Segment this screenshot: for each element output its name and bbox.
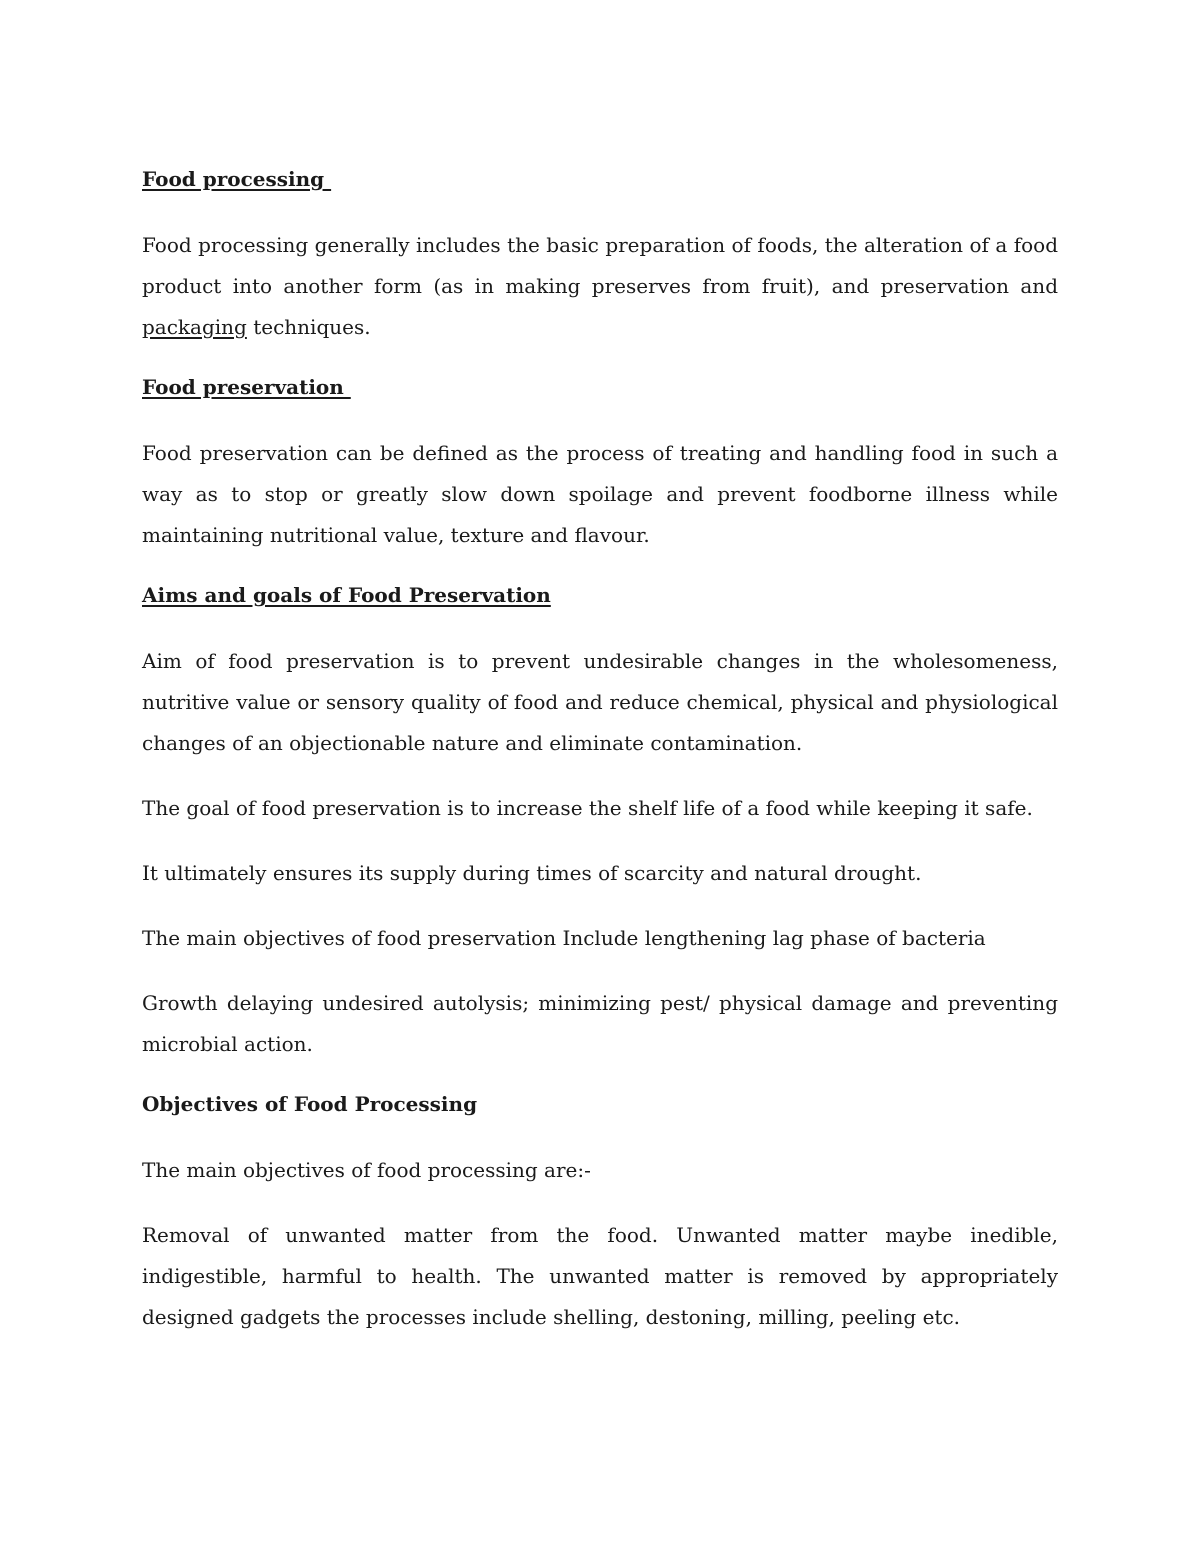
paragraph-food-preservation: Food preservation can be defined as the process of treating and handling food in such a way as to stop or greatly slow down spoilage and prevent foodborne illness while maintaining nutritional value, texture and flavour. bbox=[142, 441, 1058, 547]
paragraph-goal: The goal of food preservation is to increase the shelf life of a food while keeping it safe. bbox=[142, 796, 1033, 820]
paragraph-removal: Removal of unwanted matter from the food. Unwanted matter maybe inedible, indigestible, harmful to health. The unwanted matter is removed by appropriately designed gadgets the processes include shelling, destoning, milling, peeling etc. bbox=[142, 1223, 1058, 1329]
paragraph-food-processing bbox=[142, 225, 1058, 348]
paragraph-supply: It ultimately ensures its supply during times of scarcity and natural drought. bbox=[142, 861, 922, 885]
heading-objectives-processing: Objectives of Food Processing bbox=[142, 1092, 478, 1116]
document-body bbox=[142, 164, 1058, 1362]
heading-food-processing: Food processing bbox=[142, 167, 332, 191]
packaging-link[interactable]: packaging bbox=[142, 315, 247, 339]
paragraph-aim: Aim of food preservation is to prevent undesirable changes in the wholesomeness, nutritive value or sensory quality of food and reduce chemical, physical and physiological changes of an objectionable nature and eliminate contamination. bbox=[142, 649, 1058, 755]
heading-food-preservation: Food preservation bbox=[142, 375, 351, 399]
paragraph-main-objectives: The main objectives of food processing are:- bbox=[142, 1158, 591, 1182]
paragraph-text: Food processing generally includes the basic preparation of foods, the alteration of a food product into another form (as in making preserves from fruit), and preservation and bbox=[142, 233, 1058, 298]
heading-aims-goals: Aims and goals of Food Preservation bbox=[142, 583, 551, 607]
paragraph-growth: Growth delaying undesired autolysis; minimizing pest/ physical damage and preventing microbial action. bbox=[142, 991, 1058, 1056]
paragraph-objectives-preservation: The main objectives of food preservation Include lengthening lag phase of bacteria bbox=[142, 926, 986, 950]
paragraph-text: techniques. bbox=[246, 315, 371, 339]
